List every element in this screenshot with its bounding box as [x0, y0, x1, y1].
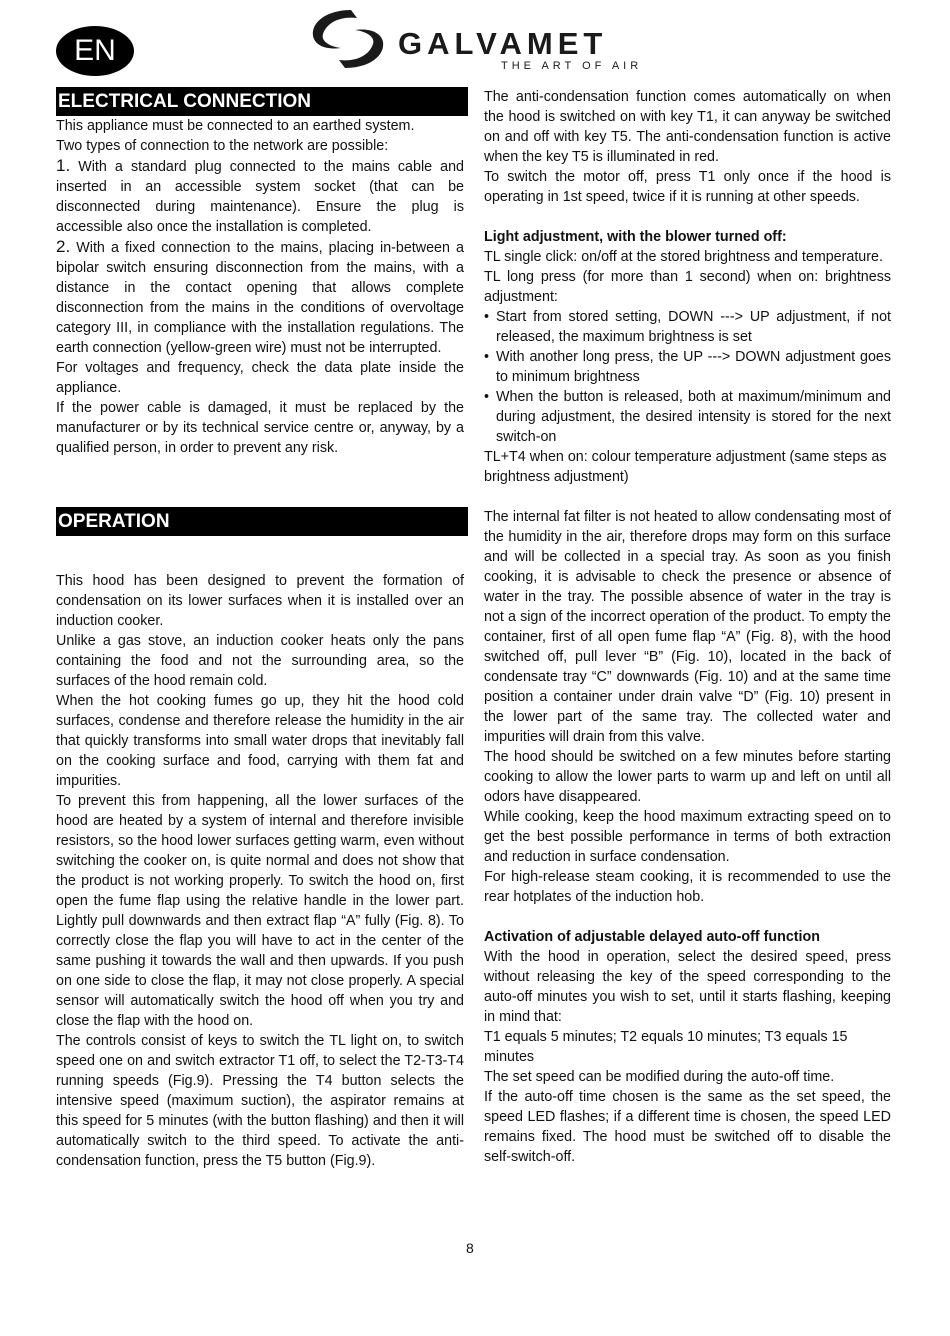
paragraph: TL long press (for more than 1 second) when on: brightness adjustment: [484, 269, 891, 305]
brand-tagline: THE ART OF AIR [501, 60, 643, 72]
item-number: 1. [56, 156, 71, 175]
paragraph: To switch the motor off, press T1 only once if the hood is operating in 1st speed, twice if it is running at other speeds. [484, 169, 891, 205]
item-text: With a fixed connection to the mains, placing in-between a bipolar switch ensuring disconnection from the mains, with a distance in the contact opening that allows complete disconnection from the mains in the conditions of overvoltage category III, in compliance with the installation regulations. The earth connection (yellow-green wire) must not be interrupted. [56, 240, 464, 356]
right-column [484, 87, 891, 1167]
list-item: • With another long press, the UP ---> DOWN adjustment goes to minimum brightness [484, 347, 891, 387]
paragraph: If the auto-off time chosen is the same as the set speed, the speed LED flashes; if a different time is chosen, the speed LED remains fixed. The hood must be switched off to disable the self-switch-off. [484, 1089, 891, 1165]
brand-name: GALVAMET [398, 26, 608, 61]
paragraph: If the power cable is damaged, it must be replaced by the manufacturer or by its technical service centre or, anyway, by a qualified person, in order to prevent any risk. [56, 400, 464, 456]
subheading-light-adjustment: Light adjustment, with the blower turned off: [484, 229, 787, 245]
paragraph: The set speed can be modified during the auto-off time. [484, 1069, 835, 1085]
paragraph: The anti-condensation function comes automatically on when the hood is switched on with key T1, it can anyway be switched on and off with key T5. The anti-condensation function is active when the key T5 is illuminated in red. [484, 89, 891, 165]
numbered-item [56, 156, 464, 237]
paragraph: TL single click: on/off at the stored brightness and temperature. [484, 249, 883, 265]
bullet-list [484, 307, 891, 447]
paragraph: T1 equals 5 minutes; T2 equals 10 minutes; T3 equals 15 minutes [484, 1029, 848, 1065]
paragraph: The controls consist of keys to switch the TL light on, to switch speed one on and switch extractor T1 off, to select the T2-T3-T4 running speeds (Fig.9). Pressing the T4 button selects the intensive speed (maximum suction), the aspirator remains at this speed for 5 minutes (with the button flashing) and then it will automatically switch to the third speed. To activate the anti-condensation function, press the T5 button (Fig.9). [56, 1033, 464, 1169]
galvamet-logo-icon [305, 6, 391, 72]
section-title-electrical: ELECTRICAL CONNECTION [56, 87, 468, 116]
left-column [56, 87, 464, 458]
page-number: 8 [466, 1240, 474, 1256]
numbered-item [56, 237, 464, 358]
list-item: • When the button is released, both at maximum/minimum and during adjustment, the desired intensity is stored for the next switch-on [484, 387, 891, 447]
paragraph: When the hot cooking fumes go up, they hit the hood cold surfaces, condense and therefore release the humidity in the air that quickly transforms into small water drops that inevitably fall on the cooking surface and food, carrying with them fat and impurities. [56, 693, 464, 789]
subheading-auto-off: Activation of adjustable delayed auto-off function [484, 929, 820, 945]
section-title-operation: OPERATION [56, 507, 468, 536]
paragraph: To prevent this from happening, all the lower surfaces of the hood are heated by a system of internal and therefore invisible resistors, so the hood lower surfaces getting warm, even without switching the cooker on, is quite normal and does not show that the product is not working properly. To switch the hood on, first open the fume flap using the relative handle in the lower part. Lightly pull downwards and then extract flap “A” fully (Fig. 8). To correctly close the flap you will have to act in the center of the same pushing it towards the wall and then upwards. If you push on one side to close the flap, it may not close properly. A special sensor will automatically switch the hood off when you try and close the flap with the hood on. [56, 793, 464, 1029]
brand-logo [305, 6, 645, 76]
paragraph: Unlike a gas stove, an induction cooker heats only the pans containing the food and not the surrounding area, so the surfaces of the hood remain cold. [56, 633, 464, 689]
left-column-operation [56, 507, 464, 1171]
paragraph: For high-release steam cooking, it is recommended to use the rear hotplates of the induction hob. [484, 869, 891, 905]
paragraph: While cooking, keep the hood maximum extracting speed on to get the best possible performance in terms of both extraction and reduction in surface condensation. [484, 809, 891, 865]
item-number: 2. [56, 237, 71, 256]
paragraph: For voltages and frequency, check the data plate inside the appliance. [56, 360, 464, 396]
paragraph: This appliance must be connected to an earthed system. [56, 118, 415, 134]
paragraph: The hood should be switched on a few minutes before starting cooking to allow the lower parts to warm up and left on until all odors have disappeared. [484, 749, 891, 805]
item-text: With a standard plug connected to the mains cable and inserted in an accessible system socket (that can be disconnected during maintenance). Ensure the plug is accessible also once the installation is completed. [56, 159, 465, 235]
paragraph: This hood has been designed to prevent the formation of condensation on its lower surfaces when it is installed over an induction cooker. [56, 573, 464, 629]
paragraph: Two types of connection to the network are possible: [56, 138, 389, 154]
paragraph: The internal fat filter is not heated to allow condensating most of the humidity in the air, therefore drops may form on this surface and will be collected in a special tray. As soon as you finish cooking, it is advisable to check the presence or absence of water in the tray. The possible absence of water in the tray is not a sign of the incorrect operation of the product. To empty the container, first of all open fume flap “A” (Fig. 8), with the hood switched off, pull lever “B” (Fig. 10), located in the back of condensate tray “C” downwards (Fig. 10) and at the same time position a container under drain valve “D” (Fig. 10) present in the lower part of the same tray. The collected water and impurities will drain from this valve. [484, 509, 891, 745]
language-badge: EN [56, 26, 134, 76]
paragraph: With the hood in operation, select the desired speed, press without releasing the key of the speed corresponding to the auto-off minutes you wish to set, until it starts flashing, keeping in mind that: [484, 949, 891, 1025]
paragraph: TL+T4 when on: colour temperature adjustment (same steps as brightness adjustment) [484, 449, 887, 485]
list-item: • Start from stored setting, DOWN ---> UP adjustment, if not released, the maximum brightness is set [484, 307, 891, 347]
